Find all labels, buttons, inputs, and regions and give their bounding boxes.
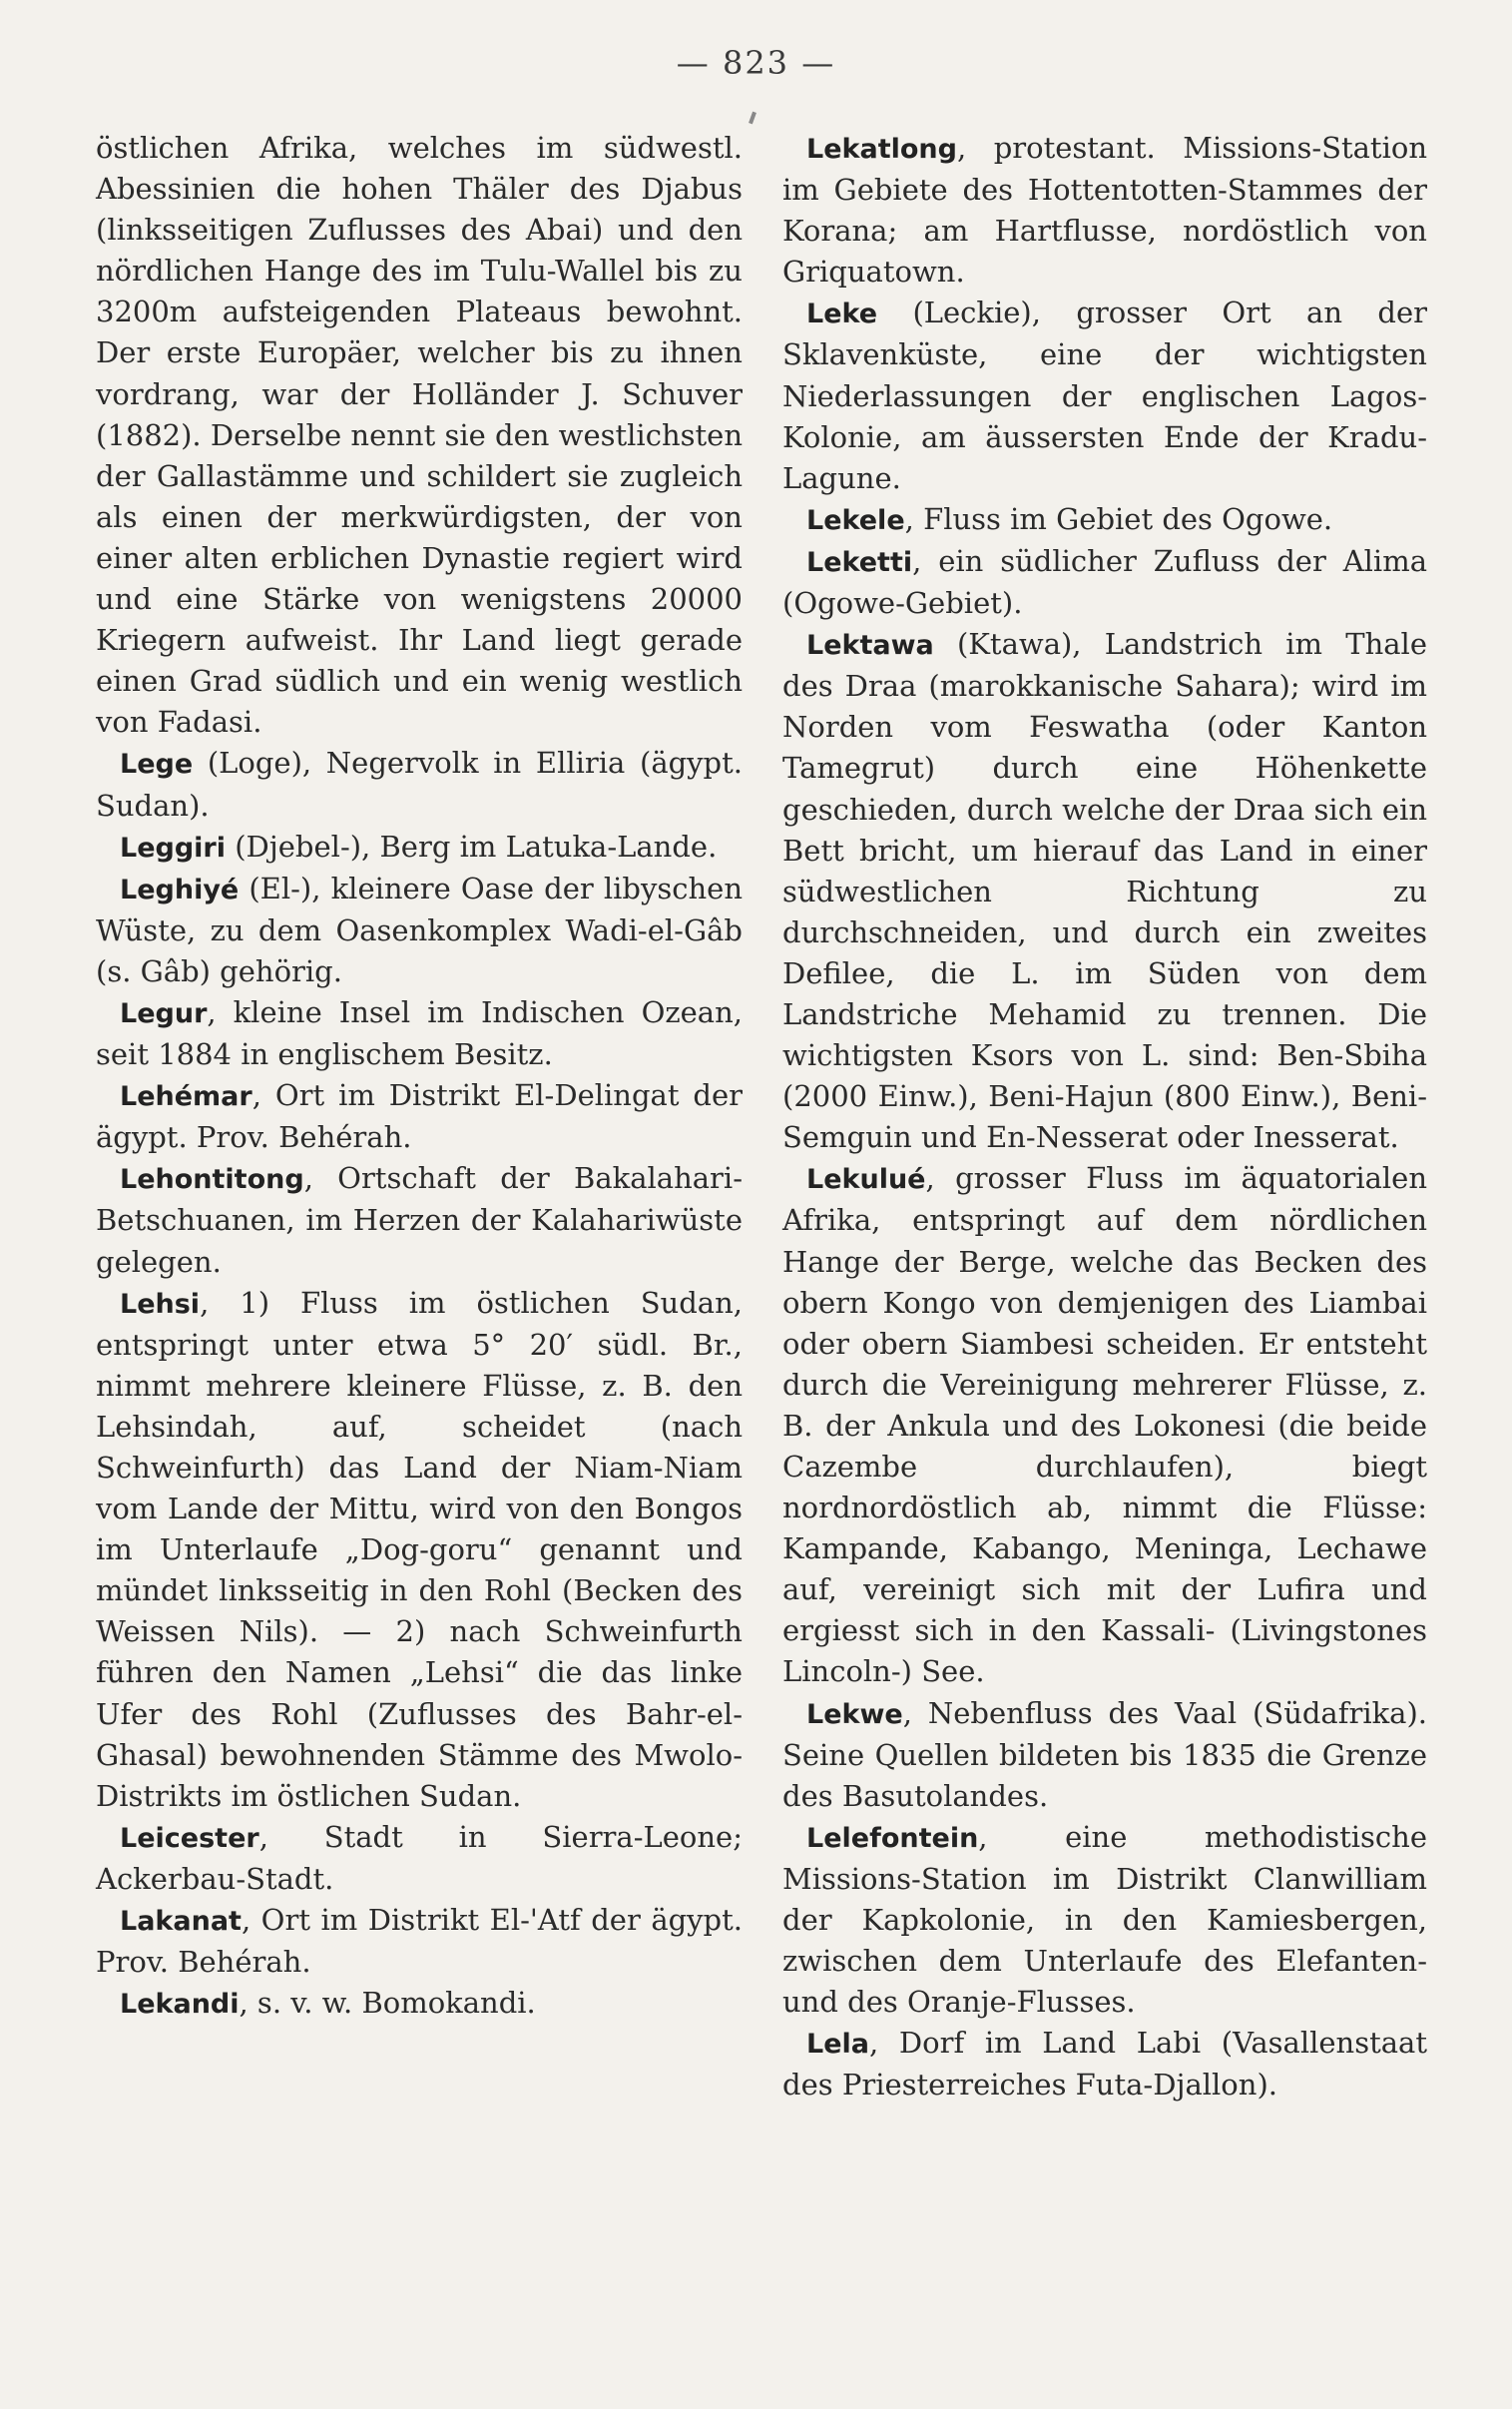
entry-text: (Djebel-), Berg im Latuka-Lande. <box>226 829 718 864</box>
dictionary-entry <box>96 1075 743 1158</box>
dictionary-entry <box>782 128 1427 293</box>
entry-text: , Fluss im Gebiet des Ogowe. <box>904 501 1333 536</box>
entry-headword: Lekandi <box>120 1989 240 2021</box>
entry-text: (Loge), Negervolk in Elliria (ägypt. Sudan). <box>96 746 743 823</box>
dictionary-entry <box>96 1158 743 1282</box>
continued-text <box>96 128 743 743</box>
dictionary-entry <box>96 992 743 1075</box>
dictionary-entry <box>96 1817 743 1900</box>
dictionary-entry <box>782 541 1427 624</box>
entry-text: , eine methodistische Missions-Station im Distrikt Clanwilliam der Kapkolonie, in den Kamiesbergen, zwischen dem Unterlaufe des Elefanten- und des Oranje-Flusses. <box>782 1819 1427 2020</box>
dictionary-entry <box>782 293 1427 498</box>
entry-headword: Legur <box>120 997 208 1029</box>
entry-text: , Nebenfluss des Vaal (Südafrika). Seine Quellen bildeten bis 1835 die Grenze des Basutolandes. <box>782 1695 1427 1813</box>
entry-headword: Leicester <box>120 1822 259 1854</box>
entry-headword: Leggiri <box>120 832 226 864</box>
left-column <box>96 128 743 2025</box>
dictionary-entry <box>782 1817 1427 2023</box>
entry-text: , ein südlicher Zufluss der Alima (Ogowe-Gebiet). <box>782 543 1427 621</box>
entry-headword: Lekwe <box>806 1698 903 1730</box>
entry-text: , Ort im Distrikt El-'Atf der ägypt. Prov. Behérah. <box>96 1903 743 1980</box>
entry-text: , Ortschaft der Bakalahari-Betschuanen, im Herzen der Kalahariwüste gelegen. <box>96 1161 743 1279</box>
entry-text: , grosser Fluss im äquatorialen Afrika, entspringt auf dem nördlichen Hange der Berge, welche das Becken des obern Kongo von demjenigen des Liambai oder obern Siambesi scheiden. Er entsteht durch die Vereinigung mehrerer Flüsse, z. B. der Ankula und des Lokonesi (die beide Cazembe durchlaufen), biegt nordnordöstlich ab, nimmt die Flüsse: Kampande, Kabango, Meninga, Lechawe auf, vereinigt sich mit der Lufira und ergiesst sich in den Kassali- (Livingstones Lincoln-) See. <box>782 1161 1427 1689</box>
dictionary-entry <box>96 1283 743 1817</box>
entry-text: (Leckie), grosser Ort an der Sklavenküste, eine der wichtigsten Niederlassungen der englischen Lagos-Kolonie, am äussersten Ende der Kradu-Lagune. <box>782 296 1427 495</box>
entry-text: östlichen Afrika, welches im südwestl. Abessinien die hohen Thäler des Djabus (linksseitigen Zuflusses des Abai) und den nördlichen Hange des im Tulu-Wallel bis zu 3200m aufsteigenden Plateaus bewohnt. Der erste Europäer, welcher bis zu ihnen vordrang, war der Holländer J. Schuver (1882). Derselbe nennt sie den westlichsten der Gallastämme und schildert sie zugleich als einen der merkwürdigsten, der von einer alten erblichen Dynastie regiert wird und eine Stärke von wenigstens 20000 Kriegern aufweist. Ihr Land liegt gerade einen Grad südlich und ein wenig westlich von Fadasi. <box>96 131 743 740</box>
entry-headword: Lektawa <box>806 630 934 662</box>
dictionary-entry <box>782 624 1427 1158</box>
dictionary-entry <box>96 1900 743 1983</box>
entry-text: (Ktawa), Landstrich im Thale des Draa (marokkanische Sahara); wird im Norden vom Feswatha (oder Kanton Tamegrut) durch eine Höhenkette geschieden, durch welche der Draa sich ein Bett bricht, um hierauf das Land in einer südwestlichen Richtung zu durchschneiden, und durch ein zweites Defilee, die L. im Süden von dem Landstriche Mehamid zu trennen. Die wichtigsten Ksors von L. sind: Ben-Sbiha (2000 Einw.), Beni-Hajun (800 Einw.), Beni-Semguin und En-Nesserat oder Inesserat. <box>782 627 1427 1155</box>
entry-headword: Lehémar <box>120 1081 252 1113</box>
entry-headword: Lehontitong <box>120 1164 304 1196</box>
entry-text: , protestant. Missions-Station im Gebiete des Hottentotten-Stammes der Korana; am Hartflusse, nordöstlich von Griquatown. <box>782 131 1427 290</box>
entry-text: , s. v. w. Bomokandi. <box>239 1986 536 2021</box>
dictionary-entry <box>782 1158 1427 1692</box>
entry-text: , 1) Fluss im östlichen Sudan, entspringt unter etwa 5° 20′ südl. Br., nimmt mehrere kleinere Flüsse, z. B. den Lehsindah, auf, scheidet (nach Schweinfurth) das Land der Niam-Niam vom Lande der Mittu, wird von den Bongos im Unterlaufe „Dog-goru“ genannt und mündet linksseitig in den Rohl (Becken des Weissen Nils). — 2) nach Schweinfurth führen den Namen „Lehsi“ die das linke Ufer des Rohl (Zuflusses des Bahr-el-Ghasal) bewohnenden Stämme des Mwolo-Distrikts im östlichen Sudan. <box>96 1285 743 1813</box>
entry-headword: Leketti <box>806 546 913 578</box>
entry-text: , Dorf im Land Labi (Vasallenstaat des Priesterreiches Futa-Djallon). <box>782 2026 1427 2103</box>
dictionary-entry <box>96 827 743 869</box>
dictionary-entry <box>96 743 743 826</box>
ink-speck <box>749 112 756 125</box>
entry-headword: Leghiyé <box>120 874 240 905</box>
dictionary-entry <box>782 499 1427 541</box>
entry-headword: Lekatlong <box>806 134 957 165</box>
entry-text: , Ort im Distrikt El-Delingat der ägypt. Prov. Behérah. <box>96 1078 743 1155</box>
entry-headword: Lakanat <box>120 1906 242 1938</box>
entry-text: , kleine Insel im Indischen Ozean, seit 1884 in englischem Besitz. <box>96 994 743 1072</box>
page-number: — 823 — <box>676 44 836 82</box>
entry-text: (El-), kleinere Oase der libyschen Wüste, zu dem Oasenkomplex Wadi-el-Gâb (s. Gâb) gehörig. <box>96 871 743 988</box>
dictionary-entry <box>782 1693 1427 1817</box>
entry-headword: Lege <box>120 749 194 781</box>
entry-headword: Leke <box>806 299 878 330</box>
entry-text: , Stadt in Sierra-Leone; Ackerbau-Stadt. <box>96 1819 743 1896</box>
entry-headword: Lela <box>806 2029 869 2061</box>
entry-headword: Lekulué <box>806 1164 926 1196</box>
entry-headword: Lekele <box>806 504 905 536</box>
dictionary-entry <box>96 1983 743 2025</box>
dictionary-entry <box>782 2023 1427 2106</box>
entry-headword: Lehsi <box>120 1288 201 1320</box>
entry-headword: Lelefontein <box>806 1822 979 1854</box>
right-column <box>782 128 1427 2107</box>
dictionary-entry <box>96 869 743 992</box>
